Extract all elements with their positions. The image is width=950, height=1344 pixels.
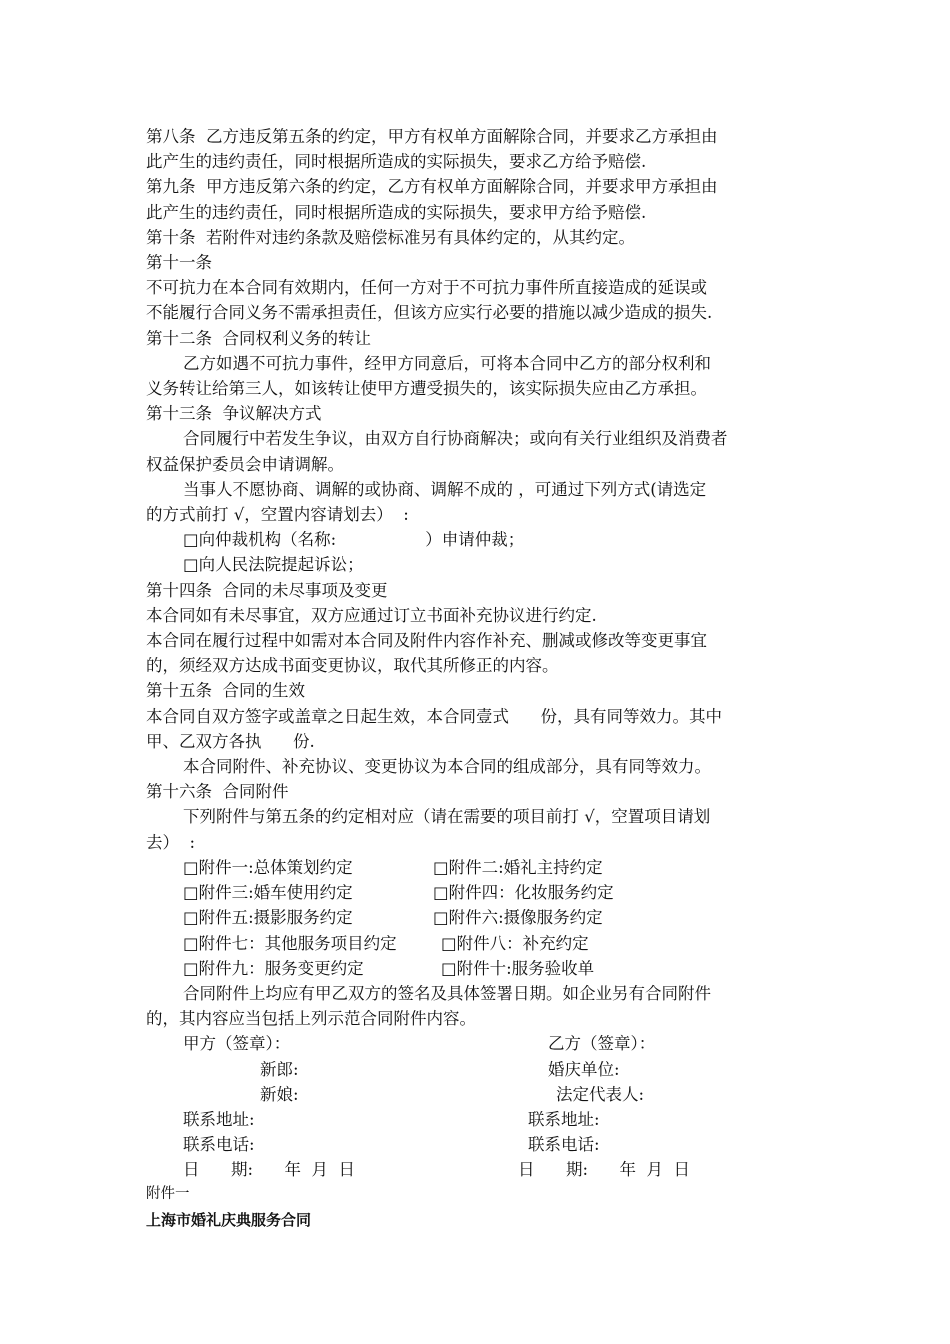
court-option: □向人民法院提起诉讼； [183,555,364,575]
signature-row-groom [146,1057,806,1082]
attachment-checkbox-2[interactable]: □附件二:婚礼主持约定 [433,857,603,877]
attachment-row [146,880,806,905]
attachment-checkbox-10[interactable]: □附件十:服务验收单 [441,958,595,978]
article-14-line-1: 本合同如有未尽事宜，双方应通过订立书面补充协议进行约定. [146,605,597,625]
article-9-line-2: 此产生的违约责任，同时根据所造成的实际损失，要求甲方给予赔偿. [146,202,647,222]
attachment-note-line-2: 的，其内容应当包括上列示范合同附件内容。 [146,1009,476,1029]
article-13-line-3: 当事人不愿协商、调解的或协商、调解不成的 ，可通过下列方式(请选定 [183,479,707,499]
article-11-line-1: 不可抗力在本合同有效期内，任何一方对于不可抗力事件所直接造成的延误或 [146,278,707,298]
article-15-line-2: 甲、乙双方各执 份. [146,731,315,751]
attachment-row [146,956,806,981]
contract-title: 上海市婚礼庆典服务合同 [146,1211,312,1230]
attachment-checkbox-6[interactable]: □附件六:摄像服务约定 [433,908,603,928]
party-a-signature: 甲方（签章）： [183,1034,291,1054]
article-12-title: 第十二条 合同权利义务的转让 [146,328,371,348]
document-page [146,124,806,1233]
groom-label: 新郎: [260,1059,299,1079]
party-a-phone: 联系电话: [183,1135,255,1155]
article-8-line-1: 第八条 乙方违反第五条的约定，甲方有权单方面解除合同，并要求乙方承担由 [146,127,718,146]
article-11-line-2: 不能履行合同义务不需承担责任，但该方应实行必要的措施以减少造成的损失. [146,303,713,323]
article-15-title: 第十五条 合同的生效 [146,681,305,701]
signature-row-date [146,1157,806,1182]
attachment-checkbox-9[interactable]: □附件九：服务变更约定 [183,958,364,978]
attachment-row [146,905,806,930]
article-13-line-4: 的方式前打 √，空置内容请划去） : [146,505,409,525]
article-13-line-1: 合同履行中若发生争议，由双方自行协商解决；或向有关行业组织及消费者 [183,429,728,449]
article-13-line-2: 权益保护委员会申请调解。 [146,454,344,474]
attachment-note-line-1: 合同附件上均应有甲乙双方的签名及具体签署日期。如企业另有合同附件 [183,983,711,1003]
party-b-address: 联系地址: [528,1109,600,1129]
bride-label: 新娘: [260,1084,299,1104]
party-a-date: 日 期: 年 月 日 [183,1160,355,1180]
article-13-title: 第十三条 争议解决方式 [146,404,322,424]
attachment-checkbox-4[interactable]: □附件四：化妆服务约定 [433,883,614,903]
article-16-line-2: 去） : [146,832,196,852]
article-11-title: 第十一条 [146,253,212,273]
company-label: 婚庆单位: [548,1059,620,1079]
party-b-date: 日 期: 年 月 日 [518,1160,690,1180]
article-14-line-2: 本合同在履行过程中如需对本合同及附件内容作补充、删减或修改等变更事宜 [146,631,707,651]
article-8-line-2: 此产生的违约责任，同时根据所造成的实际损失，要求乙方给予赔偿. [146,152,647,172]
article-14-title: 第十四条 合同的未尽事项及变更 [146,580,388,600]
article-16-title: 第十六条 合同附件 [146,782,289,802]
article-12-line-2: 义务转让给第三人，如该转让使甲方遭受损失的，该实际损失应由乙方承担。 [146,379,707,399]
attachment-row [146,931,806,956]
attachment-checkbox-5[interactable]: □附件五:摄影服务约定 [183,908,353,928]
party-b-phone: 联系电话: [528,1135,600,1155]
arbitration-option: □向仲裁机构（名称: ）申请仲裁； [183,530,525,550]
party-a-address: 联系地址: [183,1109,255,1129]
attachment-checkbox-3[interactable]: □附件三:婚车使用约定 [183,883,353,903]
legal-rep-label: 法定代表人: [556,1084,645,1104]
attachment-label: 附件一 [146,1186,190,1203]
party-b-signature: 乙方（签章）： [548,1034,656,1054]
article-14-line-3: 的，须经双方达成书面变更协议，取代其所修正的内容。 [146,656,559,676]
article-15-line-3: 本合同附件、补充协议、变更协议为本合同的组成部分，具有同等效力。 [183,757,711,777]
attachment-checkbox-7[interactable]: □附件七：其他服务项目约定 [183,933,397,953]
signature-row-address [146,1107,806,1132]
article-9-line-1: 第九条 甲方违反第六条的约定，乙方有权单方面解除合同，并要求甲方承担由 [146,177,718,197]
attachment-checkbox-8[interactable]: □附件八：补充约定 [441,933,589,953]
attachment-checkbox-1[interactable]: □附件一:总体策划约定 [183,857,353,877]
article-10: 第十条 若附件对违约条款及赔偿标准另有具体约定的，从其约定。 [146,227,635,247]
signature-row-bride [146,1082,806,1107]
article-15-line-1: 本合同自双方签字或盖章之日起生效，本合同壹式 份，具有同等效力。其中 [146,706,722,726]
article-16-line-1: 下列附件与第五条的约定相对应（请在需要的项目前打 √，空置项目请划 [183,807,711,827]
signature-row-parties [146,1031,806,1056]
signature-row-phone [146,1132,806,1157]
attachment-row [146,855,806,880]
article-12-line-1: 乙方如遇不可抗力事件，经甲方同意后，可将本合同中乙方的部分权利和 [183,353,711,373]
